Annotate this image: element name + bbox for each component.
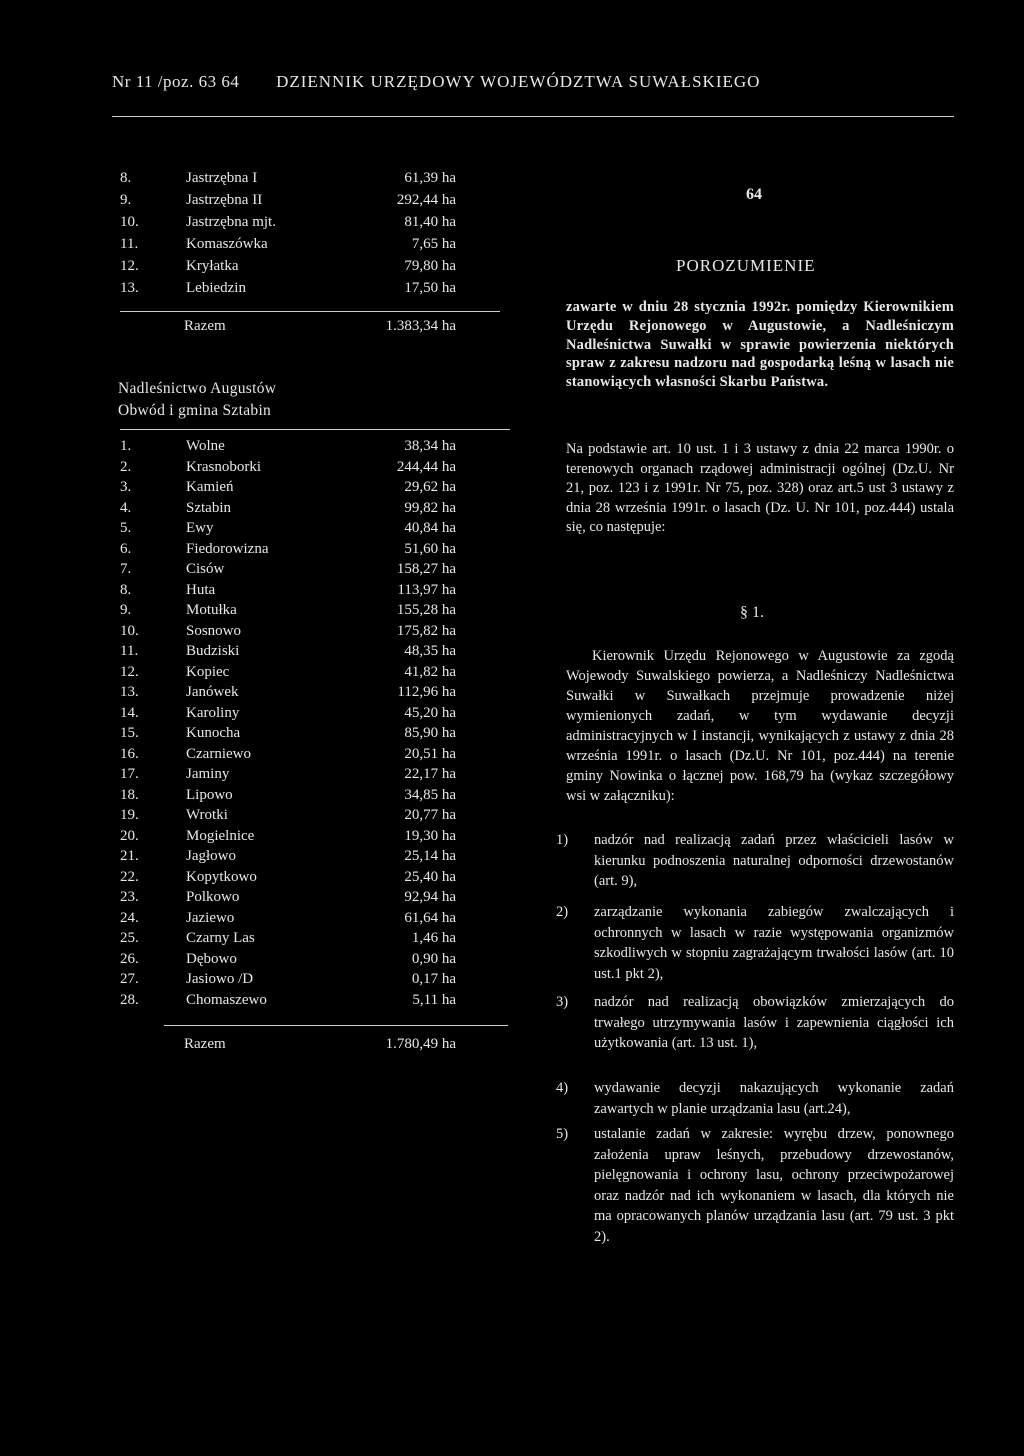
row-area: 158,27 ha (396, 561, 456, 577)
table-2-top-rule (120, 429, 510, 430)
row-area: 25,40 ha (404, 868, 456, 885)
total-value: 1.383,34 ha (385, 318, 456, 334)
row-name: Cisów (186, 561, 225, 577)
row-number: 12. (120, 663, 139, 680)
row-area: 41,82 ha (404, 663, 456, 680)
row-area: 292,44 ha (396, 192, 456, 208)
row-name: Krasnoborki (186, 458, 261, 475)
item-number: 4) (556, 1080, 569, 1096)
row-area: 0,17 ha (411, 971, 456, 987)
row-area: 40,84 ha (404, 520, 456, 536)
row-area: 0,90 ha (411, 950, 456, 967)
row-name: Mogielnice (186, 827, 255, 844)
row-name: Czarny Las (186, 930, 255, 946)
row-number: 21. (120, 848, 139, 864)
row-number: 7. (120, 561, 132, 577)
section-body: Kierownik Urzędu Rejonowego w Augustowie za zgodą Wojewody Suwalskiego powierza, a Nadleśniczy Nadleśnictwa Suwałki w Suwałkach przejmuje prowadzenie niżej wymienionych zadań, w tym wydawanie decyzji administracyjnych w I instancji, wynikających z ustawy z dnia 28 września 1991r. o lasach (Dz.U. Nr 101, poz.444) na terenie gminy Nowinka o łącznej pow. 168,79 ha (wykaz szczegółowy wsi w załączniku): (566, 648, 954, 804)
row-number: 27. (120, 971, 139, 987)
row-area: 25,14 ha (404, 848, 456, 864)
row-name: Kopytkowo (186, 868, 257, 885)
item-text: nadzór nad realizacją zadań przez właścicieli lasów w kierunku podnoszenia naturalnej odporności drzewostanów (art. 9), (594, 832, 954, 889)
row-number: 9. (120, 192, 132, 208)
row-area: 7,65 ha (411, 236, 456, 252)
row-name: Kunocha (186, 725, 241, 741)
row-number: 11. (120, 236, 139, 252)
row-area: 29,62 ha (404, 479, 456, 495)
row-name: Jaminy (186, 766, 230, 782)
row-number: 5. (120, 520, 132, 536)
row-number: 10. (120, 622, 139, 639)
row-number: 9. (120, 602, 132, 618)
page-reference: Nr 11 /poz. 63 64 (112, 72, 240, 91)
row-name: Jaziewo (186, 909, 235, 926)
row-number: 10. (120, 214, 139, 230)
row-area: 113,97 ha (397, 581, 456, 598)
row-name: Czarniewo (186, 745, 251, 762)
total-label: Razem (184, 318, 226, 334)
agreement-intro: zawarte w dniu 28 stycznia 1992r. pomiędzy Kierownikiem Urzędu Rejonowego w Augustowie, a Nadleśniczym Nadleśnictwa Suwałki w sprawie powierzenia niektórych spraw z zakresu nadzoru nad gospodarką leśną w lasach nie stanowiących własności Skarbu Państwa. (566, 299, 954, 391)
row-number: 26. (120, 950, 139, 967)
row-area: 5,11 ha (412, 991, 456, 1008)
journal-title: DZIENNIK URZĘDOWY WOJEWÓDZTWA SUWAŁSKIEGO (276, 72, 761, 91)
row-name: Jastrzębna mjt. (186, 214, 276, 230)
row-area: 34,85 ha (404, 786, 456, 803)
row-name: Komaszówka (186, 236, 268, 252)
row-number: 4. (120, 499, 132, 516)
row-area: 19,30 ha (404, 827, 456, 844)
row-number: 22. (120, 868, 139, 885)
row-number: 24. (120, 909, 139, 926)
row-area: 51,60 ha (404, 540, 456, 557)
row-name: Kopiec (186, 663, 230, 680)
item-number: 2) (556, 904, 569, 920)
section-heading: § 1. (740, 604, 764, 621)
row-name: Sosnowo (186, 622, 242, 639)
row-area: 79,80 ha (404, 258, 456, 274)
total-value: 1.780,49 ha (385, 1036, 456, 1052)
district-line-1: Nadleśnictwo Augustów (118, 380, 277, 397)
row-name: Sztabin (186, 499, 231, 516)
row-area: 20,51 ha (404, 745, 456, 762)
row-number: 3. (120, 479, 132, 495)
row-area: 61,64 ha (404, 909, 456, 926)
header-rule (112, 116, 954, 117)
row-name: Jastrzębna I (186, 170, 258, 186)
row-number: 12. (120, 258, 139, 274)
row-number: 19. (120, 807, 139, 823)
row-area: 1,46 ha (411, 930, 456, 946)
row-area: 155,28 ha (396, 602, 456, 618)
row-number: 8. (120, 581, 132, 598)
legal-basis: Na podstawie art. 10 ust. 1 i 3 ustawy z dnia 22 marca 1990r. o terenowych organach rządowej administracji ogólnej (Dz.U. Nr 21, poz. 123 i z 1991r. Nr 75, poz. 328) oraz art.5 ust 3 ustawy z dnia 28 września 1991r. o lasach (Dz. U. Nr 101, poz.444) ustala się, co następuje: (566, 441, 954, 535)
table-2-total-rule (164, 1025, 508, 1026)
row-name: Kamień (186, 479, 234, 495)
row-area: 61,39 ha (404, 170, 456, 186)
row-name: Motułka (186, 602, 237, 618)
row-area: 81,40 ha (404, 214, 456, 230)
row-name: Jagłowo (186, 848, 236, 864)
row-name: Lipowo (186, 786, 233, 803)
row-number: 28. (120, 991, 139, 1008)
row-number: 2. (120, 458, 132, 475)
row-name: Budziski (186, 643, 240, 659)
row-number: 14. (120, 704, 139, 721)
page-number: 64 (746, 186, 762, 203)
row-area: 38,34 ha (404, 438, 456, 454)
row-name: Huta (186, 581, 216, 598)
row-number: 13. (120, 280, 139, 296)
total-label: Razem (184, 1036, 226, 1052)
row-area: 244,44 ha (396, 458, 456, 475)
row-area: 20,77 ha (404, 807, 456, 823)
row-area: 92,94 ha (404, 889, 456, 905)
row-name: Ewy (186, 520, 214, 536)
row-area: 17,50 ha (404, 280, 456, 296)
district-heading (118, 378, 276, 422)
item-number: 5) (556, 1126, 569, 1142)
document-title: POROZUMIENIE (676, 256, 816, 275)
row-number: 11. (120, 643, 139, 659)
page-header (112, 72, 760, 92)
row-name: Janówek (186, 684, 239, 700)
row-number: 8. (120, 170, 132, 186)
row-name: Wrotki (186, 807, 228, 823)
row-name: Karoliny (186, 704, 240, 721)
row-number: 15. (120, 725, 139, 741)
row-number: 1. (120, 438, 132, 454)
item-number: 1) (556, 832, 569, 848)
row-number: 23. (120, 889, 139, 905)
row-number: 13. (120, 684, 139, 700)
row-area: 175,82 ha (396, 622, 456, 639)
row-area: 45,20 ha (404, 704, 456, 721)
row-name: Polkowo (186, 889, 240, 905)
row-number: 25. (120, 930, 139, 946)
row-name: Jasiowo /D (186, 971, 254, 987)
row-name: Wolne (186, 438, 225, 454)
row-name: Dębowo (186, 950, 237, 967)
item-text: zarządzanie wykonania zabiegów zwalczających i ochronnych w lasach w razie występowania organizmów szkodliwych w stopniu zagrażającym trwałości lasów (art. 10 ust.1 pkt 2), (594, 904, 954, 982)
item-text: ustalanie zadań w zakresie: wyrębu drzew, ponownego założenia upraw leśnych, przebudowy drzewostanów, pielęgnowania i ochrony lasu, ochrony przeciwpożarowej oraz nadzór nad ich wykonaniem w lasach, dla których nie ma opracowanych planów urządzania lasu (art. 79 ust. 3 pkt 2). (594, 1126, 954, 1245)
row-area: 22,17 ha (404, 766, 456, 782)
row-number: 6. (120, 540, 132, 557)
row-name: Fiedorowizna (186, 540, 269, 557)
item-number: 3) (556, 994, 569, 1010)
item-text: wydawanie decyzji nakazujących wykonanie zadań zawartych w planie urządzania lasu (art.24), (594, 1080, 954, 1117)
table-1-total-rule (120, 311, 500, 312)
row-name: Chomaszewo (186, 991, 267, 1008)
row-name: Lebiedzin (186, 280, 246, 296)
row-number: 17. (120, 766, 139, 782)
row-name: Jastrzębna II (186, 192, 263, 208)
row-number: 18. (120, 786, 139, 803)
row-area: 48,35 ha (404, 643, 456, 659)
row-number: 20. (120, 827, 139, 844)
item-text: nadzór nad realizacją obowiązków zmierzających do trwałego utrzymywania lasów i zapewnienia ciągłości ich użytkowania (art. 13 ust. 1), (594, 994, 954, 1051)
district-line-2: Obwód i gmina Sztabin (118, 402, 272, 419)
row-area: 85,90 ha (404, 725, 456, 741)
row-area: 112,96 ha (397, 684, 456, 700)
row-name: Kryłatka (186, 258, 239, 274)
row-area: 99,82 ha (404, 499, 456, 516)
row-number: 16. (120, 745, 139, 762)
